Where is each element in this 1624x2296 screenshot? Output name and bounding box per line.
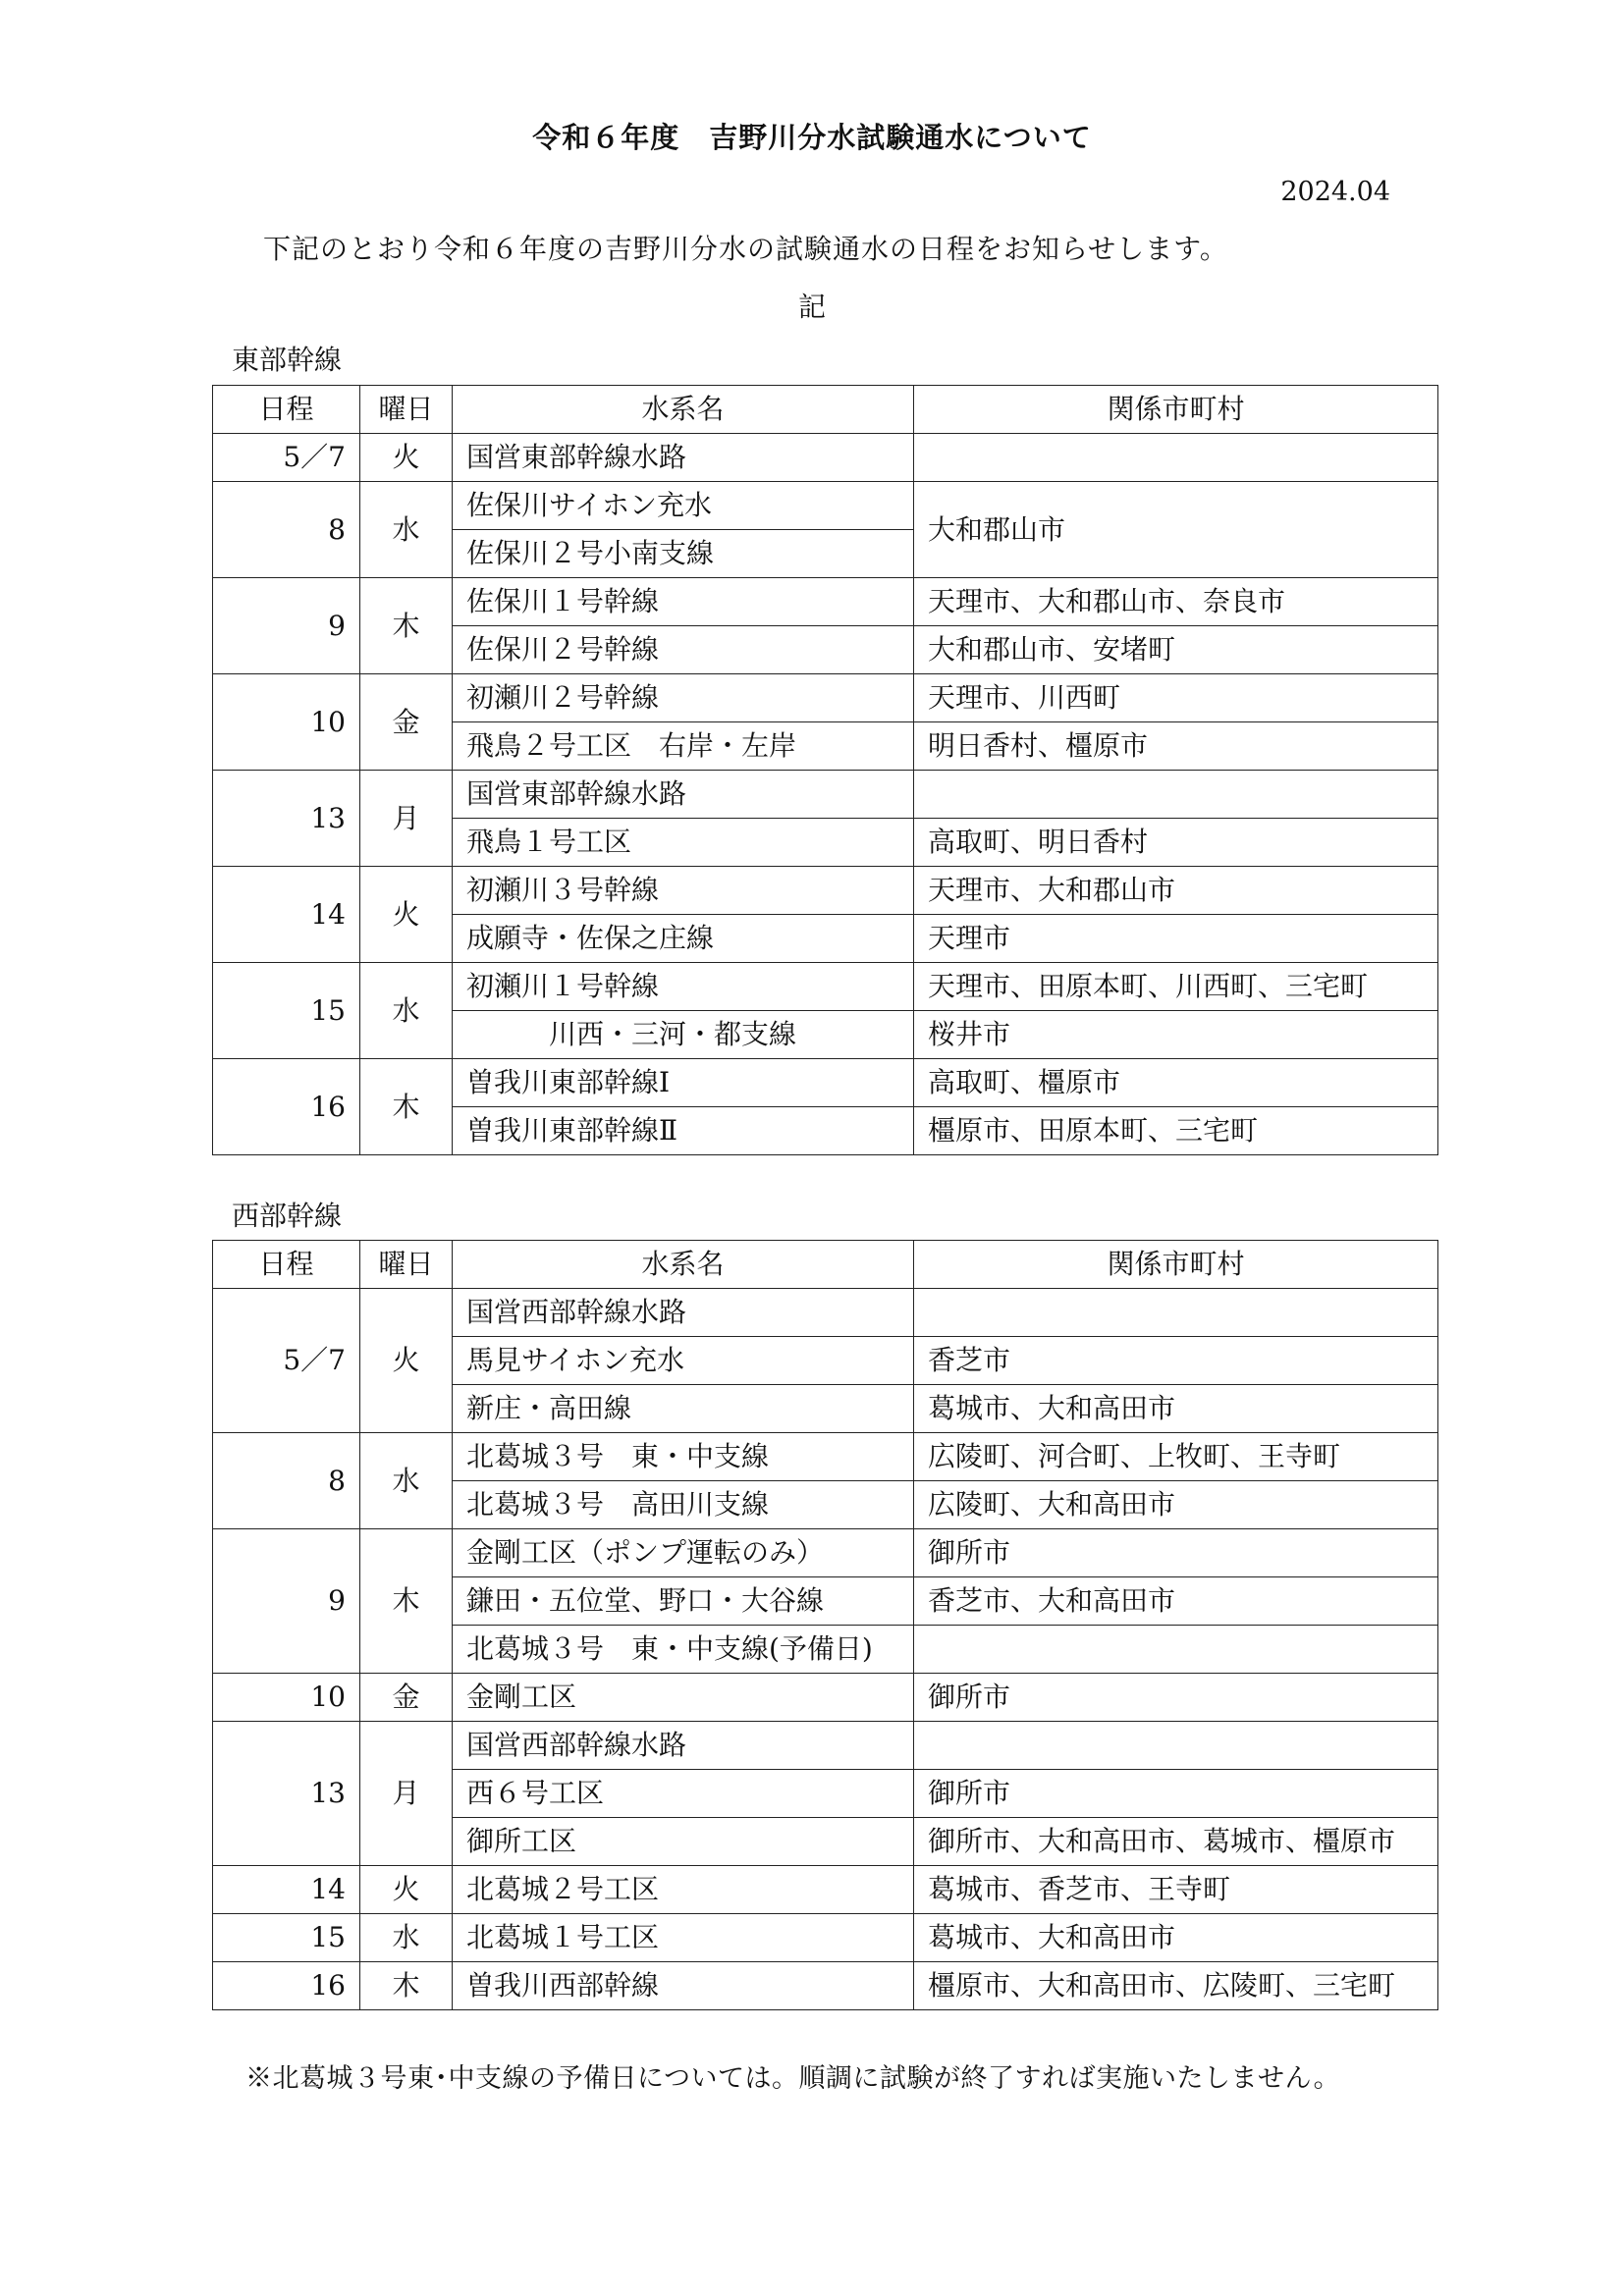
schedule-date: 13 xyxy=(213,771,360,867)
schedule-weekday: 木 xyxy=(360,1529,453,1674)
water-system-name: 馬見サイホン充水 xyxy=(453,1337,914,1385)
schedule-date: 8 xyxy=(213,1433,360,1529)
table-row xyxy=(213,482,1438,530)
water-system-name: 佐保川２号幹線 xyxy=(453,626,914,674)
water-system-name: 飛鳥２号工区 右岸・左岸 xyxy=(453,722,914,771)
water-system-name: 初瀬川２号幹線 xyxy=(453,674,914,722)
municipalities: 広陵町、河合町、上牧町、王寺町 xyxy=(914,1433,1438,1481)
schedule-weekday: 火 xyxy=(360,1866,453,1914)
schedule-date: 15 xyxy=(213,1914,360,1962)
schedule-date: 16 xyxy=(213,1962,360,2010)
schedule-weekday: 月 xyxy=(360,1722,453,1866)
water-system-name: 北葛城３号 東・中支線(予備日) xyxy=(453,1626,914,1674)
schedule-date: 13 xyxy=(213,1722,360,1866)
header-municipalities: 関係市町村 xyxy=(914,1241,1438,1289)
municipalities: 御所市、大和高田市、葛城市、橿原市 xyxy=(914,1818,1438,1866)
schedule-date: 5／7 xyxy=(213,1289,360,1433)
municipalities: 葛城市、香芝市、王寺町 xyxy=(914,1866,1438,1914)
municipalities xyxy=(914,1626,1438,1674)
intro-text: 下記のとおり令和６年度の吉野川分水の試験通水の日程をお知らせします。 xyxy=(263,233,1228,265)
schedule-date: 5／7 xyxy=(213,434,360,482)
table-row xyxy=(213,1866,1438,1914)
schedule-weekday: 木 xyxy=(360,578,453,674)
municipalities: 御所市 xyxy=(914,1529,1438,1577)
header-water-system: 水系名 xyxy=(453,386,914,434)
municipalities: 天理市、大和郡山市 xyxy=(914,867,1438,915)
east-section-label: 東部幹線 xyxy=(232,344,343,376)
document-date: 2024.04 xyxy=(1280,177,1390,207)
water-system-name: 北葛城３号 高田川支線 xyxy=(453,1481,914,1529)
table-header-row xyxy=(213,386,1438,434)
municipalities: 香芝市 xyxy=(914,1337,1438,1385)
schedule-date: 8 xyxy=(213,482,360,578)
municipalities: 天理市、田原本町、川西町、三宅町 xyxy=(914,963,1438,1011)
table-row xyxy=(213,1433,1438,1481)
schedule-weekday: 水 xyxy=(360,963,453,1059)
municipalities: 香芝市、大和高田市 xyxy=(914,1577,1438,1626)
table-row xyxy=(213,674,1438,722)
municipalities: 天理市 xyxy=(914,915,1438,963)
table-row xyxy=(213,771,1438,819)
water-system-name: 曽我川東部幹線Ⅰ xyxy=(453,1059,914,1107)
header-municipalities: 関係市町村 xyxy=(914,386,1438,434)
schedule-weekday: 木 xyxy=(360,1962,453,2010)
document-title: 令和６年度 吉野川分水試験通水について xyxy=(532,121,1092,154)
water-system-name: 北葛城２号工区 xyxy=(453,1866,914,1914)
municipalities: 高取町、橿原市 xyxy=(914,1059,1438,1107)
schedule-date: 15 xyxy=(213,963,360,1059)
municipalities: 天理市、大和郡山市、奈良市 xyxy=(914,578,1438,626)
water-system-name: 鎌田・五位堂、野口・大谷線 xyxy=(453,1577,914,1626)
water-system-name: 北葛城３号 東・中支線 xyxy=(453,1433,914,1481)
water-system-name: 新庄・高田線 xyxy=(453,1385,914,1433)
ki-marker: 記 xyxy=(797,291,826,323)
footnote: ※北葛城３号東･中支線の予備日については。順調に試験が終了すれば実施いたしません。 xyxy=(245,2063,1341,2094)
water-system-name: 御所工区 xyxy=(453,1818,914,1866)
table-row xyxy=(213,1962,1438,2010)
municipalities: 高取町、明日香村 xyxy=(914,819,1438,867)
schedule-date: 14 xyxy=(213,1866,360,1914)
table-row xyxy=(213,1289,1438,1337)
water-system-name: 金剛工区（ポンプ運転のみ） xyxy=(453,1529,914,1577)
schedule-weekday: 水 xyxy=(360,1914,453,1962)
municipalities: 大和郡山市、安堵町 xyxy=(914,626,1438,674)
schedule-date: 10 xyxy=(213,674,360,771)
municipalities: 葛城市、大和高田市 xyxy=(914,1914,1438,1962)
municipalities: 葛城市、大和高田市 xyxy=(914,1385,1438,1433)
water-system-name: 曽我川東部幹線Ⅱ xyxy=(453,1107,914,1155)
schedule-weekday: 金 xyxy=(360,674,453,771)
table-row xyxy=(213,1059,1438,1107)
schedule-date: 16 xyxy=(213,1059,360,1155)
table-row xyxy=(213,963,1438,1011)
water-system-name: 北葛城１号工区 xyxy=(453,1914,914,1962)
schedule-weekday: 火 xyxy=(360,867,453,963)
water-system-name: 川西・三河・都支線 xyxy=(453,1011,914,1059)
table-row xyxy=(213,578,1438,626)
schedule-weekday: 月 xyxy=(360,771,453,867)
municipalities xyxy=(914,1289,1438,1337)
table-row xyxy=(213,1529,1438,1577)
municipalities: 明日香村、橿原市 xyxy=(914,722,1438,771)
table-row xyxy=(213,1674,1438,1722)
schedule-weekday: 木 xyxy=(360,1059,453,1155)
water-system-name: 飛鳥１号工区 xyxy=(453,819,914,867)
east-schedule-table xyxy=(212,385,1438,1155)
schedule-weekday: 水 xyxy=(360,482,453,578)
header-weekday: 曜日 xyxy=(360,1241,453,1289)
header-water-system: 水系名 xyxy=(453,1241,914,1289)
water-system-name: 初瀬川３号幹線 xyxy=(453,867,914,915)
municipalities: 大和郡山市 xyxy=(914,482,1438,578)
west-schedule-table xyxy=(212,1240,1438,2010)
west-section-label: 西部幹線 xyxy=(232,1200,343,1232)
table-row xyxy=(213,1914,1438,1962)
municipalities xyxy=(914,771,1438,819)
table-row xyxy=(213,434,1438,482)
schedule-weekday: 水 xyxy=(360,1433,453,1529)
water-system-name: 金剛工区 xyxy=(453,1674,914,1722)
water-system-name: 初瀬川１号幹線 xyxy=(453,963,914,1011)
schedule-weekday: 火 xyxy=(360,434,453,482)
table-header-row xyxy=(213,1241,1438,1289)
schedule-weekday: 火 xyxy=(360,1289,453,1433)
municipalities: 御所市 xyxy=(914,1770,1438,1818)
municipalities: 桜井市 xyxy=(914,1011,1438,1059)
water-system-name: 佐保川サイホン充水 xyxy=(453,482,914,530)
municipalities xyxy=(914,434,1438,482)
municipalities: 天理市、川西町 xyxy=(914,674,1438,722)
schedule-date: 9 xyxy=(213,578,360,674)
schedule-date: 10 xyxy=(213,1674,360,1722)
municipalities: 橿原市、大和高田市、広陵町、三宅町 xyxy=(914,1962,1438,2010)
water-system-name: 国営西部幹線水路 xyxy=(453,1722,914,1770)
water-system-name: 国営東部幹線水路 xyxy=(453,434,914,482)
schedule-date: 14 xyxy=(213,867,360,963)
water-system-name: 佐保川２号小南支線 xyxy=(453,530,914,578)
water-system-name: 曽我川西部幹線 xyxy=(453,1962,914,2010)
water-system-name: 国営東部幹線水路 xyxy=(453,771,914,819)
water-system-name: 佐保川１号幹線 xyxy=(453,578,914,626)
table-row xyxy=(213,1722,1438,1770)
municipalities xyxy=(914,1722,1438,1770)
header-weekday: 曜日 xyxy=(360,386,453,434)
municipalities: 橿原市、田原本町、三宅町 xyxy=(914,1107,1438,1155)
table-row xyxy=(213,867,1438,915)
header-date: 日程 xyxy=(213,1241,360,1289)
header-date: 日程 xyxy=(213,386,360,434)
schedule-date: 9 xyxy=(213,1529,360,1674)
schedule-weekday: 金 xyxy=(360,1674,453,1722)
municipalities: 広陵町、大和高田市 xyxy=(914,1481,1438,1529)
water-system-name: 西６号工区 xyxy=(453,1770,914,1818)
municipalities: 御所市 xyxy=(914,1674,1438,1722)
water-system-name: 成願寺・佐保之庄線 xyxy=(453,915,914,963)
water-system-name: 国営西部幹線水路 xyxy=(453,1289,914,1337)
